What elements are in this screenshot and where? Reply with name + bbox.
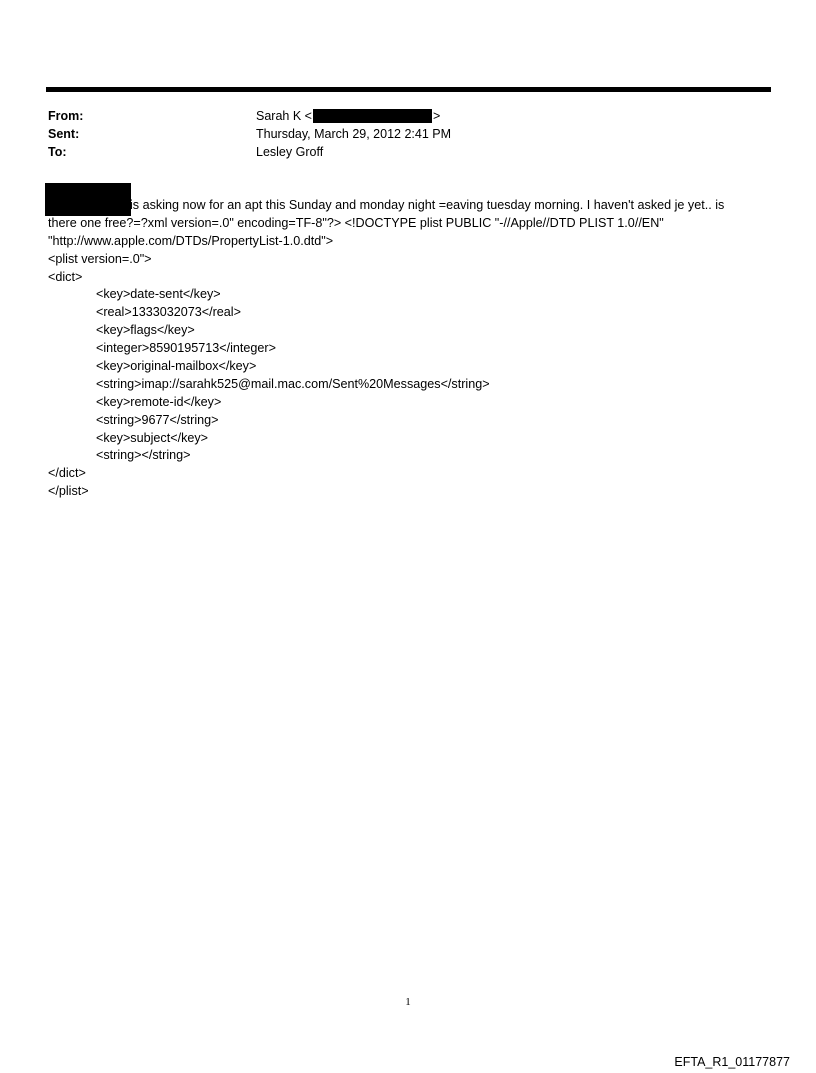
body-line: "http://www.apple.com/DTDs/PropertyList-1.0.dtd"> — [48, 233, 334, 248]
body-line: <key>original-mailbox</key> — [96, 359, 257, 374]
body-line: <string></string> — [96, 448, 191, 463]
to-label: To: — [48, 145, 67, 159]
redaction-box — [313, 109, 432, 123]
body-line: <plist version=.0"> — [48, 251, 152, 266]
body-line: <string>imap://sarahk525@mail.mac.com/Sent%20Messages</string> — [96, 376, 490, 391]
body-line: </dict> — [48, 466, 86, 481]
header-rule — [46, 87, 771, 92]
bates-number: EFTA_R1_01177877 — [674, 1055, 790, 1069]
from-close: > — [432, 109, 441, 123]
body-line: </plist> — [48, 484, 89, 499]
sent-value: Thursday, March 29, 2012 2:41 PM — [256, 127, 452, 141]
body-line: <key>remote-id</key> — [96, 394, 222, 409]
from-value — [256, 107, 440, 125]
from-name: Sarah K < — [256, 109, 312, 123]
body-line: there one free?=?xml version=.0" encoding=TF-8"?> <!DOCTYPE plist PUBLIC "-//Apple//DTD PLIST 1.0//EN" — [48, 215, 664, 230]
body-line: <real>1333032073</real> — [96, 305, 241, 320]
message-body — [48, 197, 778, 501]
body-line: <integer>8590195713</integer> — [96, 341, 276, 356]
body-line: <string>9677</string> — [96, 412, 219, 427]
body-line: <key>flags</key> — [96, 323, 195, 338]
body-line: <key>subject</key> — [96, 430, 209, 445]
body-line: <key>date-sent</key> — [96, 287, 221, 302]
body-line: is asking now for an apt this Sunday and monday night =eaving tuesday morning. I haven't asked je yet.. is — [130, 198, 725, 212]
from-label: From: — [48, 109, 84, 123]
page-number: 1 — [405, 996, 411, 1008]
to-value: Lesley Groff — [256, 145, 324, 159]
body-line: <dict> — [48, 269, 83, 284]
sent-label: Sent: — [48, 127, 80, 141]
